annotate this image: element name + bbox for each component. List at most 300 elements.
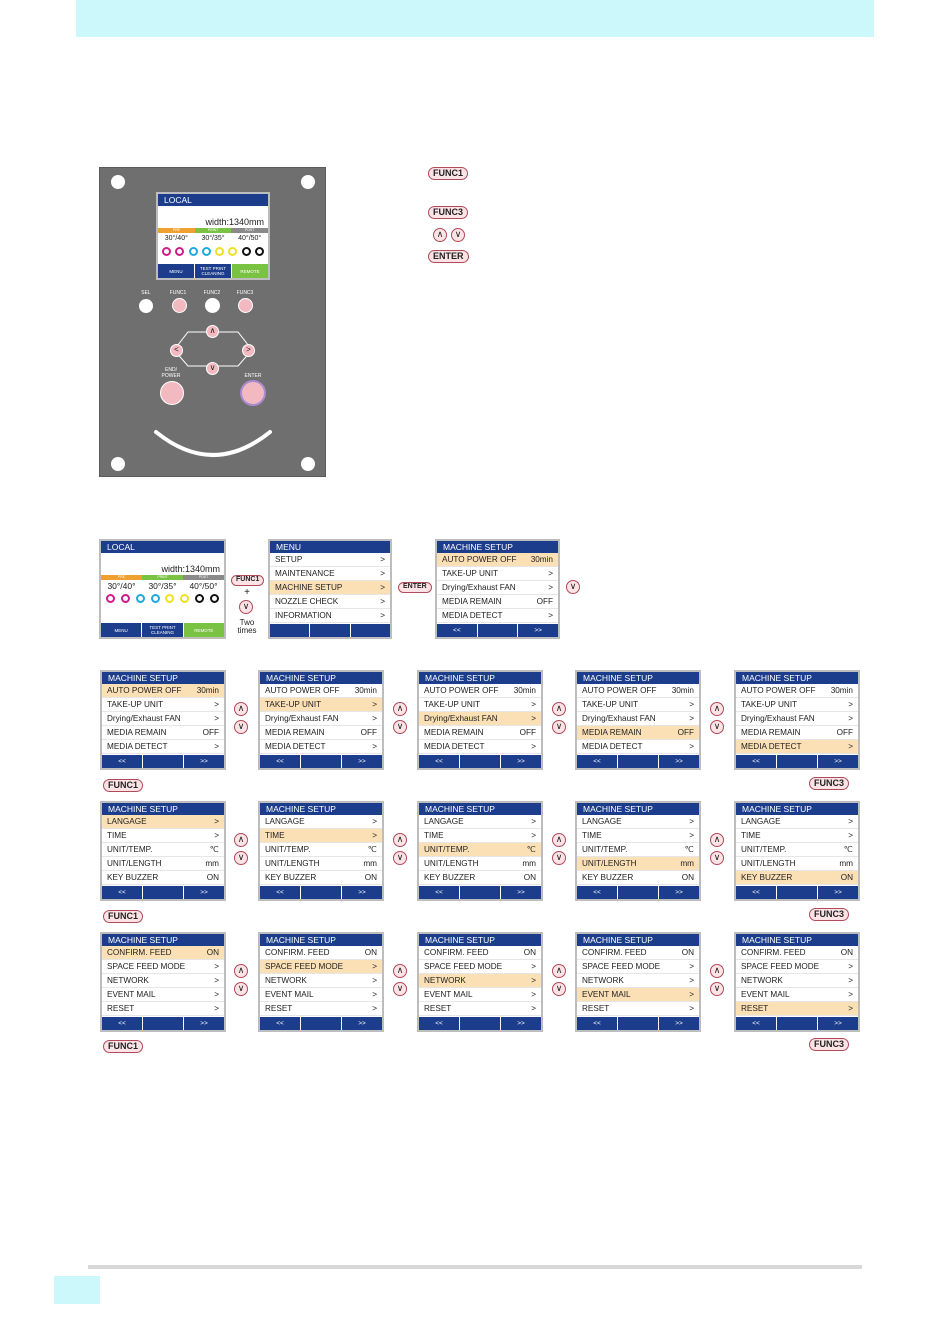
row-label: TAKE-UP UNIT [442, 569, 499, 578]
func-label [142, 886, 183, 899]
footer-line [88, 1265, 862, 1269]
row-label: INFORMATION [275, 611, 332, 620]
row-label: LANGAGE [424, 817, 464, 826]
func-label: >> [517, 624, 558, 637]
page2-row[interactable] [419, 857, 541, 871]
page1-row[interactable] [736, 712, 858, 726]
machine-setup-row[interactable] [437, 567, 558, 581]
page3-row[interactable] [102, 946, 224, 960]
page1-screen [575, 670, 701, 770]
page3-func-bar [102, 1017, 224, 1030]
row-label: MEDIA REMAIN [582, 728, 642, 737]
page3-row[interactable] [260, 974, 382, 988]
row-value: > [372, 1004, 377, 1013]
page1-row[interactable] [577, 726, 699, 740]
ink-c-icon [151, 594, 160, 603]
row-label: Drying/Exhaust FAN [265, 714, 339, 723]
page3-row[interactable] [102, 960, 224, 974]
func-label: << [435, 889, 443, 896]
ink-status [158, 244, 268, 256]
page2-row[interactable] [736, 857, 858, 871]
page3-row[interactable] [419, 1002, 541, 1016]
page3-row[interactable] [577, 988, 699, 1002]
row-label: SPACE FEED MODE [741, 962, 820, 971]
page2-row[interactable] [102, 843, 224, 857]
up-arrow-icon: ∧ [234, 964, 248, 978]
machine-setup-title: MACHINE SETUP [437, 541, 558, 553]
page3-row[interactable] [577, 1002, 699, 1016]
page1-row[interactable] [577, 698, 699, 712]
page3-func-bar [419, 1017, 541, 1030]
page3-row[interactable] [102, 974, 224, 988]
row-label: SPACE FEED MODE [107, 962, 186, 971]
row-label: CONFIRM. FEED [265, 948, 330, 957]
row-value: ON [840, 948, 853, 957]
page3-title: MACHINE SETUP [577, 934, 699, 946]
page1-func-bar [419, 755, 541, 768]
flow-down-arrow-icon-2: ∨ [566, 580, 580, 594]
row-value: > [531, 1004, 536, 1013]
page3-row[interactable] [736, 974, 858, 988]
func-label: << [118, 889, 126, 896]
func-label: << [435, 758, 443, 765]
tag-post: POST [231, 228, 268, 233]
func-label [142, 1017, 183, 1030]
page1-row[interactable] [102, 726, 224, 740]
page3-row[interactable] [736, 988, 858, 1002]
page1-row[interactable] [102, 684, 224, 698]
row-value: > [380, 597, 385, 606]
page2-row[interactable] [419, 843, 541, 857]
legend-down-arrow-icon: ∨ [451, 228, 465, 242]
row-value: > [689, 742, 694, 751]
row-label: AUTO POWER OFF [265, 686, 340, 695]
row-label: KEY BUZZER [424, 873, 476, 882]
up-arrow-icon: ∧ [393, 964, 407, 978]
page2-screen [417, 801, 543, 901]
row-label: LANGAGE [741, 817, 781, 826]
page3-title: MACHINE SETUP [260, 934, 382, 946]
page1-row[interactable] [260, 726, 382, 740]
page3-screen [417, 932, 543, 1032]
row-value: > [372, 962, 377, 971]
page3-row[interactable] [260, 1002, 382, 1016]
page1-row[interactable] [102, 698, 224, 712]
page1-screen [734, 670, 860, 770]
row-value: > [372, 700, 377, 709]
page1-title: MACHINE SETUP [260, 672, 382, 684]
page3-row[interactable] [419, 960, 541, 974]
page3-row[interactable] [736, 960, 858, 974]
page2-title: MACHINE SETUP [736, 803, 858, 815]
row-value: mm [680, 859, 694, 868]
row-value: OFF [836, 728, 853, 737]
row-label: SETUP [275, 555, 303, 564]
row-label: AUTO POWER OFF [442, 555, 517, 564]
flow-local-screen [99, 539, 226, 639]
up-arrow-icon: ∧ [393, 833, 407, 847]
page3-row[interactable] [577, 960, 699, 974]
row-value: ON [681, 873, 694, 882]
func-label [459, 1017, 500, 1030]
temp-print: 30°/35° [201, 235, 225, 242]
up-arrow-icon: ∧ [234, 702, 248, 716]
page3-row[interactable] [419, 988, 541, 1002]
page3-row[interactable] [102, 988, 224, 1002]
flow-ink-status [101, 591, 224, 603]
page2-row[interactable] [260, 857, 382, 871]
menu-row[interactable] [270, 581, 390, 595]
func3-button[interactable] [238, 298, 253, 313]
down-arrow-icon[interactable]: ∨ [206, 362, 219, 375]
flow-func1-key: FUNC1 [231, 575, 264, 586]
row-label: MEDIA REMAIN [424, 728, 484, 737]
func-label: >> [341, 886, 382, 899]
func-label: >> [341, 755, 382, 768]
row-label: EVENT MAIL [424, 990, 473, 999]
page1-row[interactable] [577, 740, 699, 754]
row-value: > [372, 714, 377, 723]
page1-row[interactable] [260, 698, 382, 712]
row-value: > [848, 817, 853, 826]
page1-row[interactable] [419, 712, 541, 726]
row-label: EVENT MAIL [582, 990, 631, 999]
row-label: MEDIA REMAIN [442, 597, 502, 606]
row-label: MEDIA DETECT [741, 742, 802, 751]
page1-row[interactable] [736, 726, 858, 740]
temp-post: 40°/50° [238, 235, 262, 242]
row-label: UNIT/TEMP. [265, 845, 311, 854]
page2-row[interactable] [736, 829, 858, 843]
row-value: > [689, 990, 694, 999]
func2-button[interactable] [205, 298, 220, 313]
page2-row[interactable] [736, 815, 858, 829]
page2-row[interactable] [736, 843, 858, 857]
legend-func3-key: FUNC3 [428, 206, 468, 219]
ink-y-icon [228, 247, 237, 256]
row-label: MACHINE SETUP [275, 583, 343, 592]
func-label: >> [658, 886, 699, 899]
func-label: >> [500, 886, 541, 899]
row-value: > [372, 990, 377, 999]
row-label: KEY BUZZER [107, 873, 159, 882]
page2-row[interactable] [260, 815, 382, 829]
page2-title: MACHINE SETUP [577, 803, 699, 815]
tag-pre: PRE [158, 228, 195, 233]
row-label: MEDIA REMAIN [107, 728, 167, 737]
sel-button[interactable] [139, 299, 153, 313]
page3-row[interactable] [736, 1002, 858, 1016]
func-label: << [276, 758, 284, 765]
page2-row[interactable] [577, 871, 699, 885]
func-label [617, 755, 658, 768]
row-value: > [689, 700, 694, 709]
page2-row[interactable] [577, 843, 699, 857]
row-value: > [689, 962, 694, 971]
row-value: > [372, 831, 377, 840]
flow-enter-key: ENTER [398, 582, 432, 593]
page1-row[interactable] [736, 698, 858, 712]
row-value: mm [839, 859, 853, 868]
page2-row[interactable] [102, 871, 224, 885]
row-label: KEY BUZZER [741, 873, 793, 882]
row-label: AUTO POWER OFF [741, 686, 816, 695]
row-value: ℃ [843, 845, 853, 854]
row-value: OFF [677, 728, 694, 737]
row-value: ON [523, 948, 536, 957]
row-value: ℃ [526, 845, 536, 854]
page1-row[interactable] [102, 712, 224, 726]
page2-row[interactable] [102, 857, 224, 871]
func-label: >> [817, 886, 858, 899]
row-value: > [689, 714, 694, 723]
ink-m-icon [162, 247, 171, 256]
row-value: > [531, 990, 536, 999]
row-label: AUTO POWER OFF [582, 686, 657, 695]
page1-func-bar [260, 755, 382, 768]
up-arrow-icon: ∧ [552, 833, 566, 847]
page3-row[interactable] [577, 974, 699, 988]
page2-row[interactable] [260, 829, 382, 843]
row-value: 30min [671, 686, 694, 695]
ink-k-icon [255, 247, 264, 256]
func-label: << [435, 1020, 443, 1027]
end-power-button[interactable] [160, 381, 184, 405]
page3-row[interactable] [260, 946, 382, 960]
row-value: ℃ [209, 845, 219, 854]
page2-row[interactable] [419, 829, 541, 843]
page2-row[interactable] [577, 829, 699, 843]
row-value: OFF [202, 728, 219, 737]
row-value: > [380, 569, 385, 578]
page1-row[interactable] [736, 740, 858, 754]
row-value: OFF [360, 728, 377, 737]
down-arrow-icon: ∨ [393, 851, 407, 865]
up-arrow-icon[interactable]: ∧ [206, 325, 219, 338]
row-value: > [848, 700, 853, 709]
page2-screen [100, 801, 226, 901]
row-value: > [548, 569, 553, 578]
func-label [300, 886, 341, 899]
page1-title: MACHINE SETUP [419, 672, 541, 684]
machine-setup-row[interactable] [437, 581, 558, 595]
page2-func3-key: FUNC3 [809, 908, 849, 921]
func-label: << [752, 1020, 760, 1027]
page1-row[interactable] [577, 712, 699, 726]
menu-row[interactable] [270, 553, 390, 567]
page2-screen [734, 801, 860, 901]
down-arrow-icon: ∨ [552, 851, 566, 865]
page1-row[interactable] [736, 684, 858, 698]
row-label: Drying/Exhaust FAN [424, 714, 498, 723]
row-label: NETWORK [741, 976, 783, 985]
row-label: UNIT/TEMP. [582, 845, 628, 854]
page2-row[interactable] [260, 843, 382, 857]
down-arrow-icon: ∨ [234, 720, 248, 734]
page2-row[interactable] [577, 857, 699, 871]
up-arrow-icon: ∧ [710, 702, 724, 716]
flow-func-remote: REMOTE [183, 623, 224, 637]
page2-row[interactable] [102, 815, 224, 829]
row-label: SPACE FEED MODE [424, 962, 503, 971]
page3-row[interactable] [419, 974, 541, 988]
page3-row[interactable] [419, 946, 541, 960]
row-label: CONFIRM. FEED [424, 948, 489, 957]
page2-func-bar [260, 886, 382, 899]
machine-setup-row[interactable] [437, 595, 558, 609]
row-label: AUTO POWER OFF [424, 686, 499, 695]
page1-func-bar [736, 755, 858, 768]
func-label: << [118, 1020, 126, 1027]
row-value: 30min [513, 686, 536, 695]
flow-tag-print: PRINT [142, 575, 183, 580]
row-value: > [848, 1004, 853, 1013]
page1-row[interactable] [419, 684, 541, 698]
page3-screen [734, 932, 860, 1032]
row-value: mm [205, 859, 219, 868]
func-label: >> [817, 755, 858, 768]
panel-lcd [156, 192, 270, 280]
flow-temp-print: 30°/35° [148, 581, 177, 591]
page3-row[interactable] [102, 1002, 224, 1016]
page1-row[interactable] [102, 740, 224, 754]
row-value: > [689, 817, 694, 826]
end-label: END/ POWER [161, 367, 181, 379]
row-label: RESET [265, 1004, 293, 1013]
page1-row[interactable] [577, 684, 699, 698]
machine-setup-row[interactable] [437, 609, 558, 623]
row-label: RESET [107, 1004, 135, 1013]
machine-setup-row[interactable] [437, 553, 558, 567]
row-label: LANGAGE [107, 817, 147, 826]
row-label: KEY BUZZER [265, 873, 317, 882]
screw-hole [301, 457, 315, 471]
row-label: Drying/Exhaust FAN [107, 714, 181, 723]
func-label: >> [183, 1017, 224, 1030]
row-value: > [531, 976, 536, 985]
row-label: SPACE FEED MODE [582, 962, 661, 971]
ink-c-icon [189, 247, 198, 256]
right-arrow-icon[interactable]: > [242, 344, 255, 357]
row-label: LANGAGE [265, 817, 305, 826]
screw-hole [111, 457, 125, 471]
page1-row[interactable] [260, 684, 382, 698]
row-value: > [531, 714, 536, 723]
row-value: > [372, 742, 377, 751]
row-label: EVENT MAIL [265, 990, 314, 999]
menu-row[interactable] [270, 609, 390, 623]
page1-row[interactable] [419, 726, 541, 740]
func-label [300, 1017, 341, 1030]
func-label: << [752, 758, 760, 765]
row-label: MEDIA DETECT [107, 742, 168, 751]
page2-screen [258, 801, 384, 901]
page1-row[interactable] [260, 712, 382, 726]
func-label [459, 755, 500, 768]
page2-screen [575, 801, 701, 901]
ink-y-icon [180, 594, 189, 603]
row-label: UNIT/LENGTH [265, 859, 320, 868]
row-value: > [548, 611, 553, 620]
page2-row[interactable] [736, 871, 858, 885]
func-label: << [752, 889, 760, 896]
row-value: > [689, 1004, 694, 1013]
row-value: ON [523, 873, 536, 882]
row-value: 30min [830, 686, 853, 695]
page3-row[interactable] [260, 988, 382, 1002]
flow-local-title: LOCAL [101, 541, 224, 553]
row-value: ON [364, 948, 377, 957]
temps [158, 234, 268, 244]
page1-row[interactable] [419, 740, 541, 754]
row-label: NETWORK [582, 976, 624, 985]
page1-func-bar [102, 755, 224, 768]
row-value: > [214, 1004, 219, 1013]
menu-row[interactable] [270, 595, 390, 609]
row-value: > [531, 700, 536, 709]
flow-tag-post: POST [183, 575, 224, 580]
row-value: 30min [196, 686, 219, 695]
page1-screen [100, 670, 226, 770]
row-label: UNIT/TEMP. [107, 845, 153, 854]
flow-temp-pre: 30°/40° [107, 581, 136, 591]
row-label: TAKE-UP UNIT [741, 700, 798, 709]
menu-row[interactable] [270, 567, 390, 581]
page3-func-bar [736, 1017, 858, 1030]
page2-row[interactable] [102, 829, 224, 843]
page2-row[interactable] [419, 871, 541, 885]
page3-row[interactable] [577, 946, 699, 960]
page2-func-bar [102, 886, 224, 899]
row-value: > [380, 611, 385, 620]
flow-func-test-print: TEST PRINT CLEANING [141, 623, 182, 637]
footer-page-tab [54, 1276, 100, 1304]
up-arrow-icon: ∧ [710, 833, 724, 847]
func-label [776, 886, 817, 899]
ink-c-icon [202, 247, 211, 256]
row-label: UNIT/LENGTH [424, 859, 479, 868]
page3-row[interactable] [736, 946, 858, 960]
page1-row[interactable] [419, 698, 541, 712]
row-value: > [214, 976, 219, 985]
page2-row[interactable] [577, 815, 699, 829]
page2-row[interactable] [260, 871, 382, 885]
row-label: RESET [582, 1004, 610, 1013]
row-label: Drying/Exhaust FAN [582, 714, 656, 723]
down-arrow-icon: ∨ [710, 982, 724, 996]
page3-row[interactable] [260, 960, 382, 974]
func1-button[interactable] [172, 298, 187, 313]
row-value: > [372, 817, 377, 826]
ink-m-icon [121, 594, 130, 603]
func-label: >> [658, 1017, 699, 1030]
row-value: > [380, 555, 385, 564]
down-arrow-icon: ∨ [710, 720, 724, 734]
page1-row[interactable] [260, 740, 382, 754]
tag-print: PRINT [195, 228, 232, 233]
row-label: CONFIRM. FEED [741, 948, 806, 957]
row-value: 30min [530, 555, 553, 564]
row-value: 30min [354, 686, 377, 695]
left-arrow-icon[interactable]: < [170, 344, 183, 357]
row-label: CONFIRM. FEED [107, 948, 172, 957]
up-arrow-icon: ∧ [234, 833, 248, 847]
panel-smile-decoration [150, 426, 276, 466]
enter-button[interactable] [240, 380, 266, 406]
func-label [477, 624, 518, 637]
page2-row[interactable] [419, 815, 541, 829]
func-label [350, 624, 390, 637]
